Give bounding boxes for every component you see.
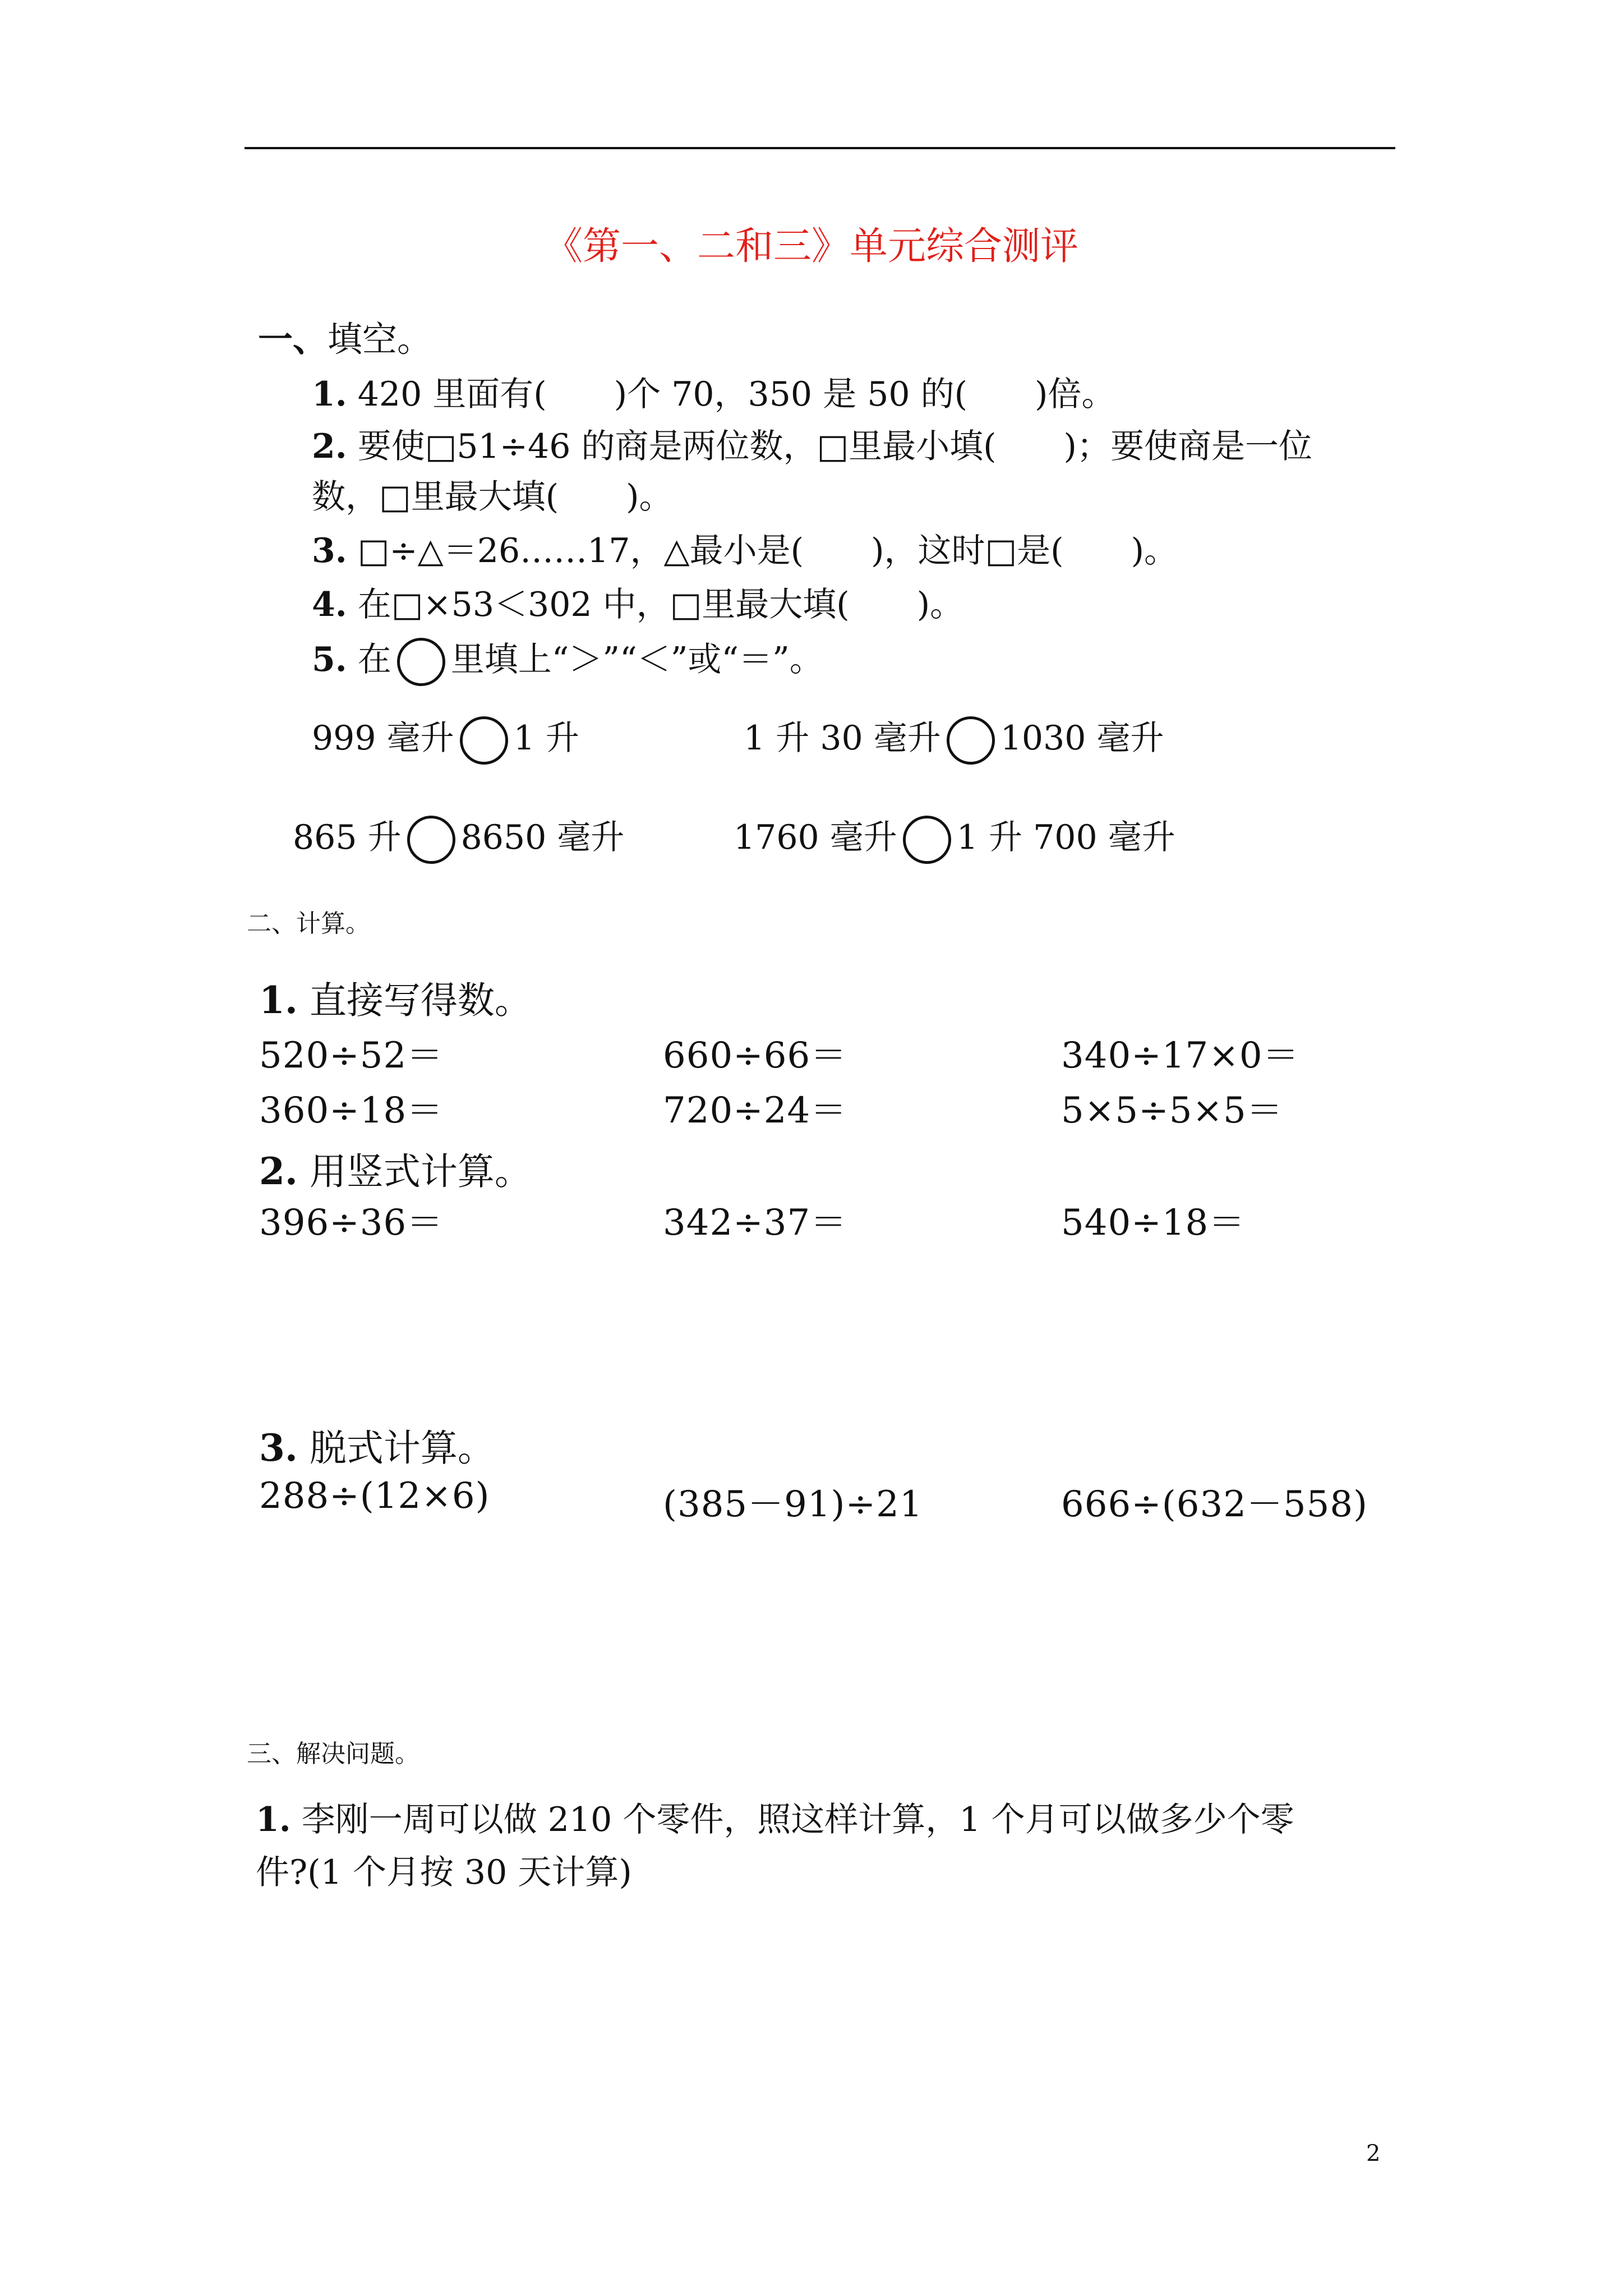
compare-item-3 xyxy=(293,811,624,864)
page-title: 《第一、二和三》单元综合测评 xyxy=(544,224,1078,269)
part-number: 2. xyxy=(259,1149,298,1193)
part-title: 用竖式计算。 xyxy=(309,1150,532,1193)
question-text: 要使□51÷46 的商是两位数，□里最小填( )；要使商是一位 xyxy=(357,427,1312,466)
part-title: 直接写得数。 xyxy=(309,979,532,1022)
question-number: 4. xyxy=(312,585,347,624)
header-rule xyxy=(245,147,1395,149)
part-number: 1. xyxy=(259,978,298,1022)
circle-answer[interactable] xyxy=(947,716,995,765)
question-text: □÷△＝26……17，△最小是( )，这时□是( )。 xyxy=(357,531,1178,570)
section3-heading: 三、解决问题。 xyxy=(247,1740,419,1768)
question-text: 李刚一周可以做 210 个零件，照这样计算，1 个月可以做多少个零 xyxy=(301,1800,1294,1839)
oral-calc-item: 340÷17×0＝ xyxy=(1061,1035,1299,1076)
compare-item-2 xyxy=(744,711,1164,765)
question-text: 数，□里最大填( )。 xyxy=(312,477,673,517)
vertical-calc-item: 342÷37＝ xyxy=(663,1202,847,1244)
vertical-calc-item: 396÷36＝ xyxy=(259,1202,444,1244)
vertical-calc-item: 540÷18＝ xyxy=(1061,1202,1246,1244)
question-number: 2. xyxy=(312,427,347,466)
oral-calc-item: 720÷24＝ xyxy=(663,1090,847,1131)
fill-question-5 xyxy=(312,633,823,686)
question-number: 1. xyxy=(312,375,347,414)
step-calc-item: (385－91)÷21 xyxy=(663,1484,923,1525)
question-number: 1. xyxy=(256,1800,291,1839)
compare-left: 999 毫升 xyxy=(312,719,454,758)
fill-question-1 xyxy=(312,367,1115,416)
calc-part-2-title xyxy=(259,1142,532,1195)
circle-answer[interactable] xyxy=(460,716,508,765)
compare-right: 1030 毫升 xyxy=(1000,719,1164,758)
circle-answer[interactable] xyxy=(903,816,951,864)
page-number: 2 xyxy=(1366,2141,1381,2166)
question-text: 件?(1 个月按 30 天计算) xyxy=(256,1853,632,1892)
question-text: 在□×53＜302 中，□里最大填( )。 xyxy=(357,585,964,624)
section1-heading-text: 填空。 xyxy=(328,319,432,360)
oral-calc-item: 360÷18＝ xyxy=(259,1090,444,1131)
compare-left: 1760 毫升 xyxy=(734,818,897,857)
part-number: 3. xyxy=(259,1426,298,1470)
question-number: 3. xyxy=(312,531,347,570)
section2-heading: 二、计算。 xyxy=(247,909,370,938)
part-title: 脱式计算。 xyxy=(309,1427,495,1470)
oral-calc-item: 5×5÷5×5＝ xyxy=(1061,1090,1283,1131)
compare-right: 1 升 xyxy=(513,719,579,758)
question-text: 420 里面有( )个 70，350 是 50 的( )倍。 xyxy=(357,375,1115,414)
fill-question-3 xyxy=(312,524,1178,572)
calc-part-3-title xyxy=(259,1418,495,1471)
compare-right: 1 升 700 毫升 xyxy=(956,818,1175,857)
question-text: 里填上“＞”“＜”或“＝”。 xyxy=(450,640,823,679)
word-problem-1 xyxy=(256,1793,1294,1841)
fill-question-2-cont xyxy=(312,470,673,518)
oral-calc-item: 520÷52＝ xyxy=(259,1035,444,1076)
question-number: 5. xyxy=(312,640,347,679)
fill-question-4 xyxy=(312,578,963,626)
circle-blank xyxy=(397,638,445,686)
question-text: 在 xyxy=(357,640,391,679)
step-calc-item: 288÷(12×6) xyxy=(259,1475,490,1517)
section1-heading xyxy=(258,311,432,361)
compare-item-4 xyxy=(734,811,1175,864)
compare-left: 865 升 xyxy=(293,818,402,857)
compare-left: 1 升 30 毫升 xyxy=(744,719,941,758)
word-problem-1-cont xyxy=(256,1846,632,1894)
section1-heading-num: 一、 xyxy=(258,319,328,360)
calc-part-1-title xyxy=(259,970,532,1024)
circle-answer[interactable] xyxy=(407,816,455,864)
fill-question-2 xyxy=(312,420,1312,468)
step-calc-item: 666÷(632－558) xyxy=(1061,1484,1368,1525)
compare-item-1 xyxy=(312,711,579,765)
compare-right: 8650 毫升 xyxy=(460,818,625,857)
oral-calc-item: 660÷66＝ xyxy=(663,1035,847,1076)
